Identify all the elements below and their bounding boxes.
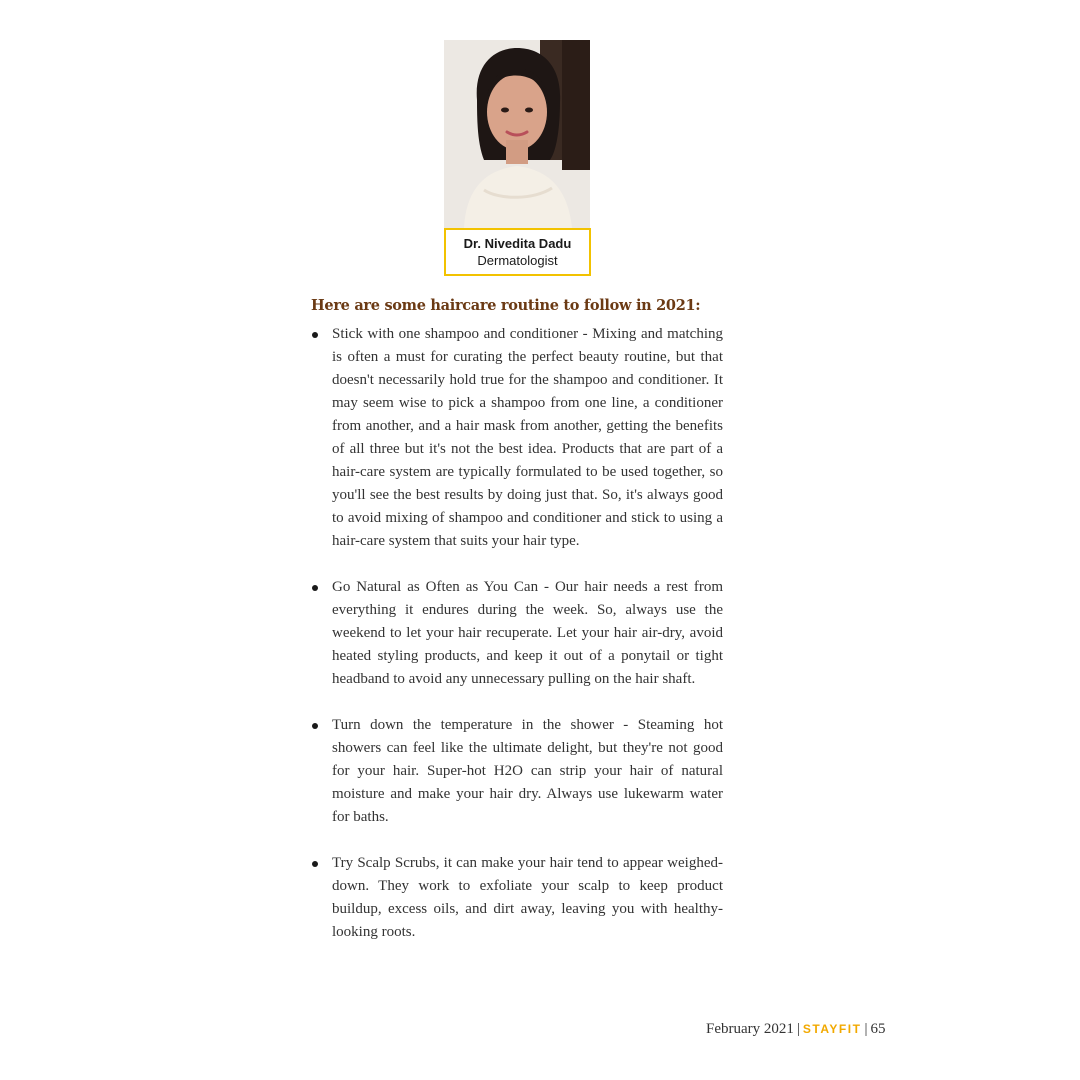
issue-date: February 2021 — [706, 1021, 794, 1037]
page-number: 65 — [870, 1021, 886, 1037]
tip-text: Try Scalp Scrubs, it can make your hair tend to appear weighed-down. They work to exfoliate your scalp to keep product buildup, excess oils, and dirt away, leaving you with healthy-looking roots. — [332, 855, 723, 940]
bullet-icon — [312, 332, 318, 338]
profile-caption — [444, 228, 591, 276]
bullet-icon — [312, 723, 318, 729]
tip-item — [311, 852, 723, 944]
page-footer — [706, 1020, 885, 1038]
tip-item — [311, 576, 723, 691]
tip-text: Stick with one shampoo and conditioner - Mixing and matching is often a must for curating the perfect beauty routine, but that doesn't necessarily hold true for the shampoo and conditioner. It may seem wise to pick a shampoo from one line, a conditioner from another, and a hair mask from another, getting the benefits of all three but it's not the best idea. Products that are part of a hair-care system are typically formulated to be used together, so you'll see the best results by doing just that. So, it's always good to avoid mixing of shampoo and conditioner and stick to using a hair-care system that suits your hair type. — [332, 326, 723, 549]
tip-text: Go Natural as Often as You Can - Our hair needs a rest from everything it endures during the week. So, always use the weekend to let your hair recuperate. Let your hair air-dry, avoid heated styling products, and keep it out of a ponytail or tight headband to avoid any unnecessary pulling on the hair shaft. — [332, 579, 723, 687]
tips-list — [311, 323, 723, 967]
brand-logo: STAYFIT — [802, 1022, 862, 1036]
bullet-icon — [312, 585, 318, 591]
bullet-icon — [312, 861, 318, 867]
tip-item — [311, 323, 723, 553]
footer-separator: | — [796, 1021, 800, 1037]
doctor-portrait-illustration — [444, 40, 590, 228]
doctor-name: Dr. Nivedita Dadu — [463, 236, 572, 251]
footer-separator: | — [864, 1021, 868, 1037]
article-heading: Here are some haircare routine to follow in 2021: — [311, 297, 701, 314]
doctor-role: Dermatologist — [477, 253, 558, 268]
doctor-photo — [444, 40, 590, 228]
tip-item — [311, 714, 723, 829]
tip-text: Turn down the temperature in the shower - Steaming hot showers can feel like the ultimate delight, but they're not good for your hair. Super-hot H2O can strip your hair of natural moisture and make your hair dry. Always use lukewarm water for baths. — [332, 717, 723, 825]
